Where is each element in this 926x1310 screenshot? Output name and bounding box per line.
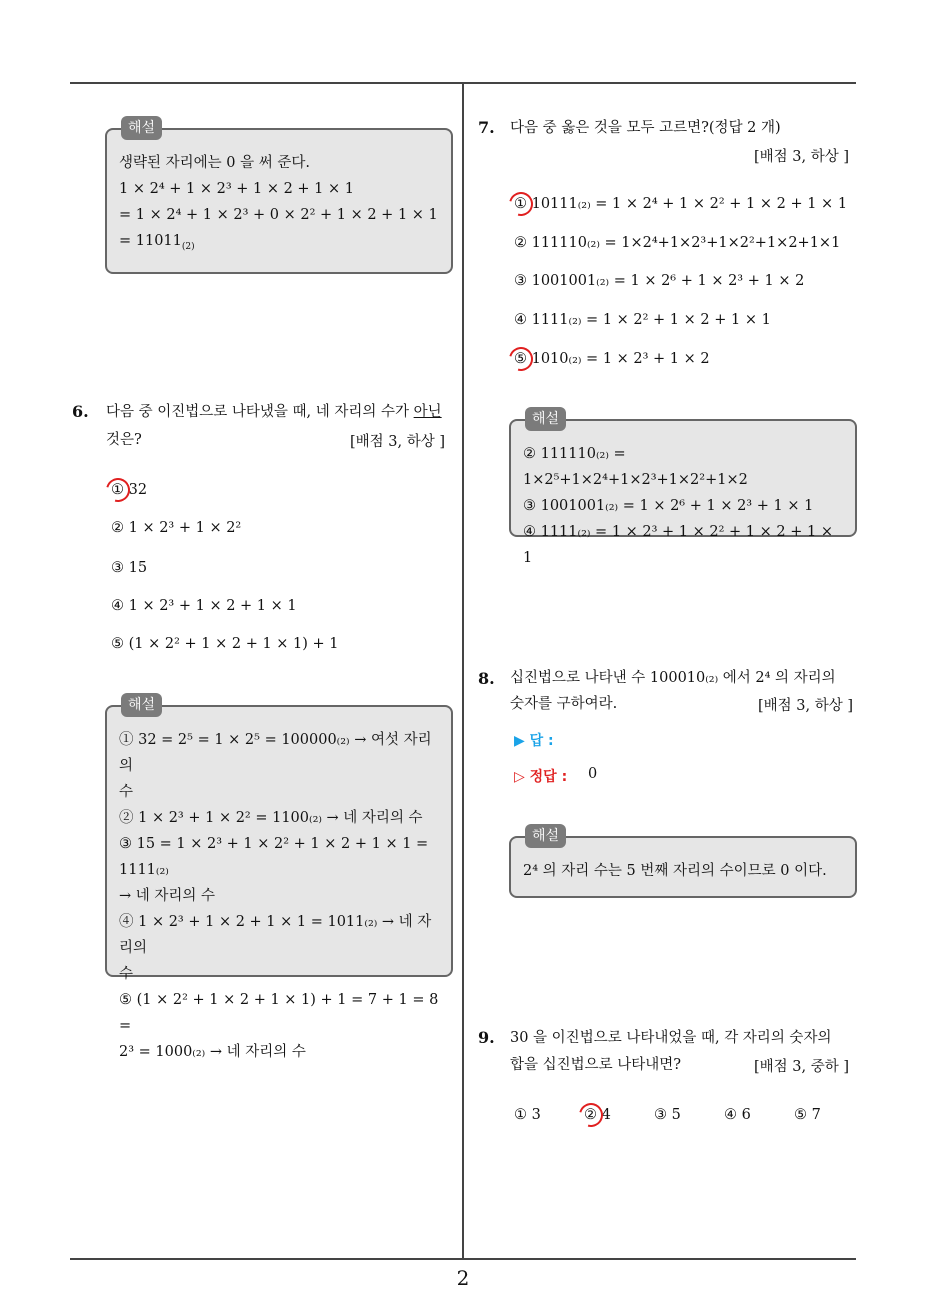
solution-line: ② 111110₍₂₎ = 1×2⁵+1×2⁴+1×2³+1×2²+1×2 [523,446,748,488]
question-number: 7. [478,118,495,137]
selected-mark-icon [102,474,135,507]
question-text: 것은? [106,432,142,448]
solution-tag: 해설 [525,407,566,431]
solution-tag: 해설 [121,116,162,140]
solution-line: ① 32 = 2⁵ = 1 × 2⁵ = 100000₍₂₎ → 여섯 자리의 [119,732,432,774]
solution-line: ③ 1001001₍₂₎ = 1 × 2⁶ + 1 × 2³ + 1 × 1 [523,498,814,514]
solution-line: 2³ = 1000₍₂₎ → 네 자리의 수 [119,1044,306,1060]
solution-box-q7 [509,411,857,566]
selected-mark-icon [505,188,538,221]
question-meta: [배점 3, 하상 ] [754,149,850,165]
question-text: 숫자를 구하여라. [510,696,618,712]
solution-line: = 1 × 2⁴ + 1 × 2³ + 0 × 2² + 1 × 2 + 1 × 1 [119,207,438,223]
answer-label: ▶ 답 : [514,733,554,749]
choice-3[interactable]: ③ 1001001₍₂₎ = 1 × 2⁶ + 1 × 2³ + 1 × 2 [514,273,805,289]
choice-5[interactable]: ⑤ (1 × 2² + 1 × 2 + 1 × 1) + 1 [111,636,339,652]
solution-tag: 해설 [121,693,162,717]
page-number: 2 [456,1266,470,1290]
solution-box-q8 [509,828,857,898]
solution-line: → 네 자리의 수 [119,888,216,904]
choice-1[interactable]: ① 32 [111,482,148,498]
choice-4[interactable]: ④ 1 × 2³ + 1 × 2 + 1 × 1 [111,598,297,614]
question-meta: [배점 3, 하상 ] [758,698,854,714]
selected-mark-icon [505,343,538,376]
choice-3[interactable]: ③ 5 [654,1107,681,1123]
solution-line: ③ 15 = 1 × 2³ + 1 × 2² + 1 × 2 + 1 × 1 = 1111₍₂₎ [119,836,429,878]
solution-box-q6 [105,697,453,1060]
solution-line: 생략된 자리에는 0 을 써 준다. [119,155,310,171]
question-text: 30 을 이진법으로 나타내었을 때, 각 자리의 숫자의 [510,1030,832,1046]
question-meta: [배점 3, 하상 ] [350,434,446,450]
question-text: 다음 중 이진법으로 나타냈을 때, 네 자리의 수가 아닌 [106,404,442,420]
solution-line: = $11011_{(2)}$ [119,233,195,252]
solution-line: ④ 1 × 2³ + 1 × 2 + 1 × 1 = 1011₍₂₎ → 네 자리의 [119,914,432,956]
selected-mark-icon [575,1099,608,1132]
question-text: 십진법으로 나타낸 수 100010₍₂₎ 에서 2⁴ 의 자리의 [510,670,836,686]
question-text: 합을 십진법으로 나타내면? [510,1057,682,1073]
solution-line: 수 [119,966,134,982]
correct-answer-label: ▷ 정답 : [514,769,568,785]
choice-4[interactable]: ④ 6 [724,1107,751,1123]
solution-tag: 해설 [525,824,566,848]
solution-line: 수 [119,784,134,800]
question-number: 9. [478,1028,495,1047]
solution-line: ② 1 × 2³ + 1 × 2² = 1100₍₂₎ → 네 자리의 수 [119,810,423,826]
solution-box-q5 [105,120,453,274]
solution-line: ④ 1111₍₂₎ = 1 × 2³ + 1 × 2² + 1 × 2 + 1 × 1 [523,524,833,566]
choice-5[interactable]: ⑤ 7 [794,1107,821,1123]
choice-5[interactable]: ⑤ 1010₍₂₎ = 1 × 2³ + 1 × 2 [514,351,710,367]
question-text: 다음 중 옳은 것을 모두 고르면?(정답 2 개) [510,120,781,136]
choice-1[interactable]: ① 10111₍₂₎ = 1 × 2⁴ + 1 × 2² + 1 × 2 + 1 × 1 [514,196,848,212]
choice-2[interactable]: ② 1 × 2³ + 1 × 2² [111,520,242,536]
choice-2[interactable]: ② 4 [584,1107,611,1123]
question-meta: [배점 3, 중하 ] [754,1059,850,1075]
correct-answer-value: 0 [588,766,598,782]
choice-2[interactable]: ② 111110₍₂₎ = 1×2⁴+1×2³+1×2²+1×2+1×1 [514,235,841,251]
choice-4[interactable]: ④ 1111₍₂₎ = 1 × 2² + 1 × 2 + 1 × 1 [514,312,771,328]
choice-3[interactable]: ③ 15 [111,560,148,576]
column-divider [462,83,464,1259]
solution-line: 1 × 2⁴ + 1 × 2³ + 1 × 2 + 1 × 1 [119,181,355,197]
solution-line: ⑤ (1 × 2² + 1 × 2 + 1 × 1) + 1 = 7 + 1 = 8 = [119,992,439,1034]
solution-line: 2⁴ 의 자리 수는 5 번째 자리의 수이므로 0 이다. [523,863,827,879]
choice-1[interactable]: ① 3 [514,1107,541,1123]
question-number: 6. [72,402,89,421]
question-number: 8. [478,669,495,688]
